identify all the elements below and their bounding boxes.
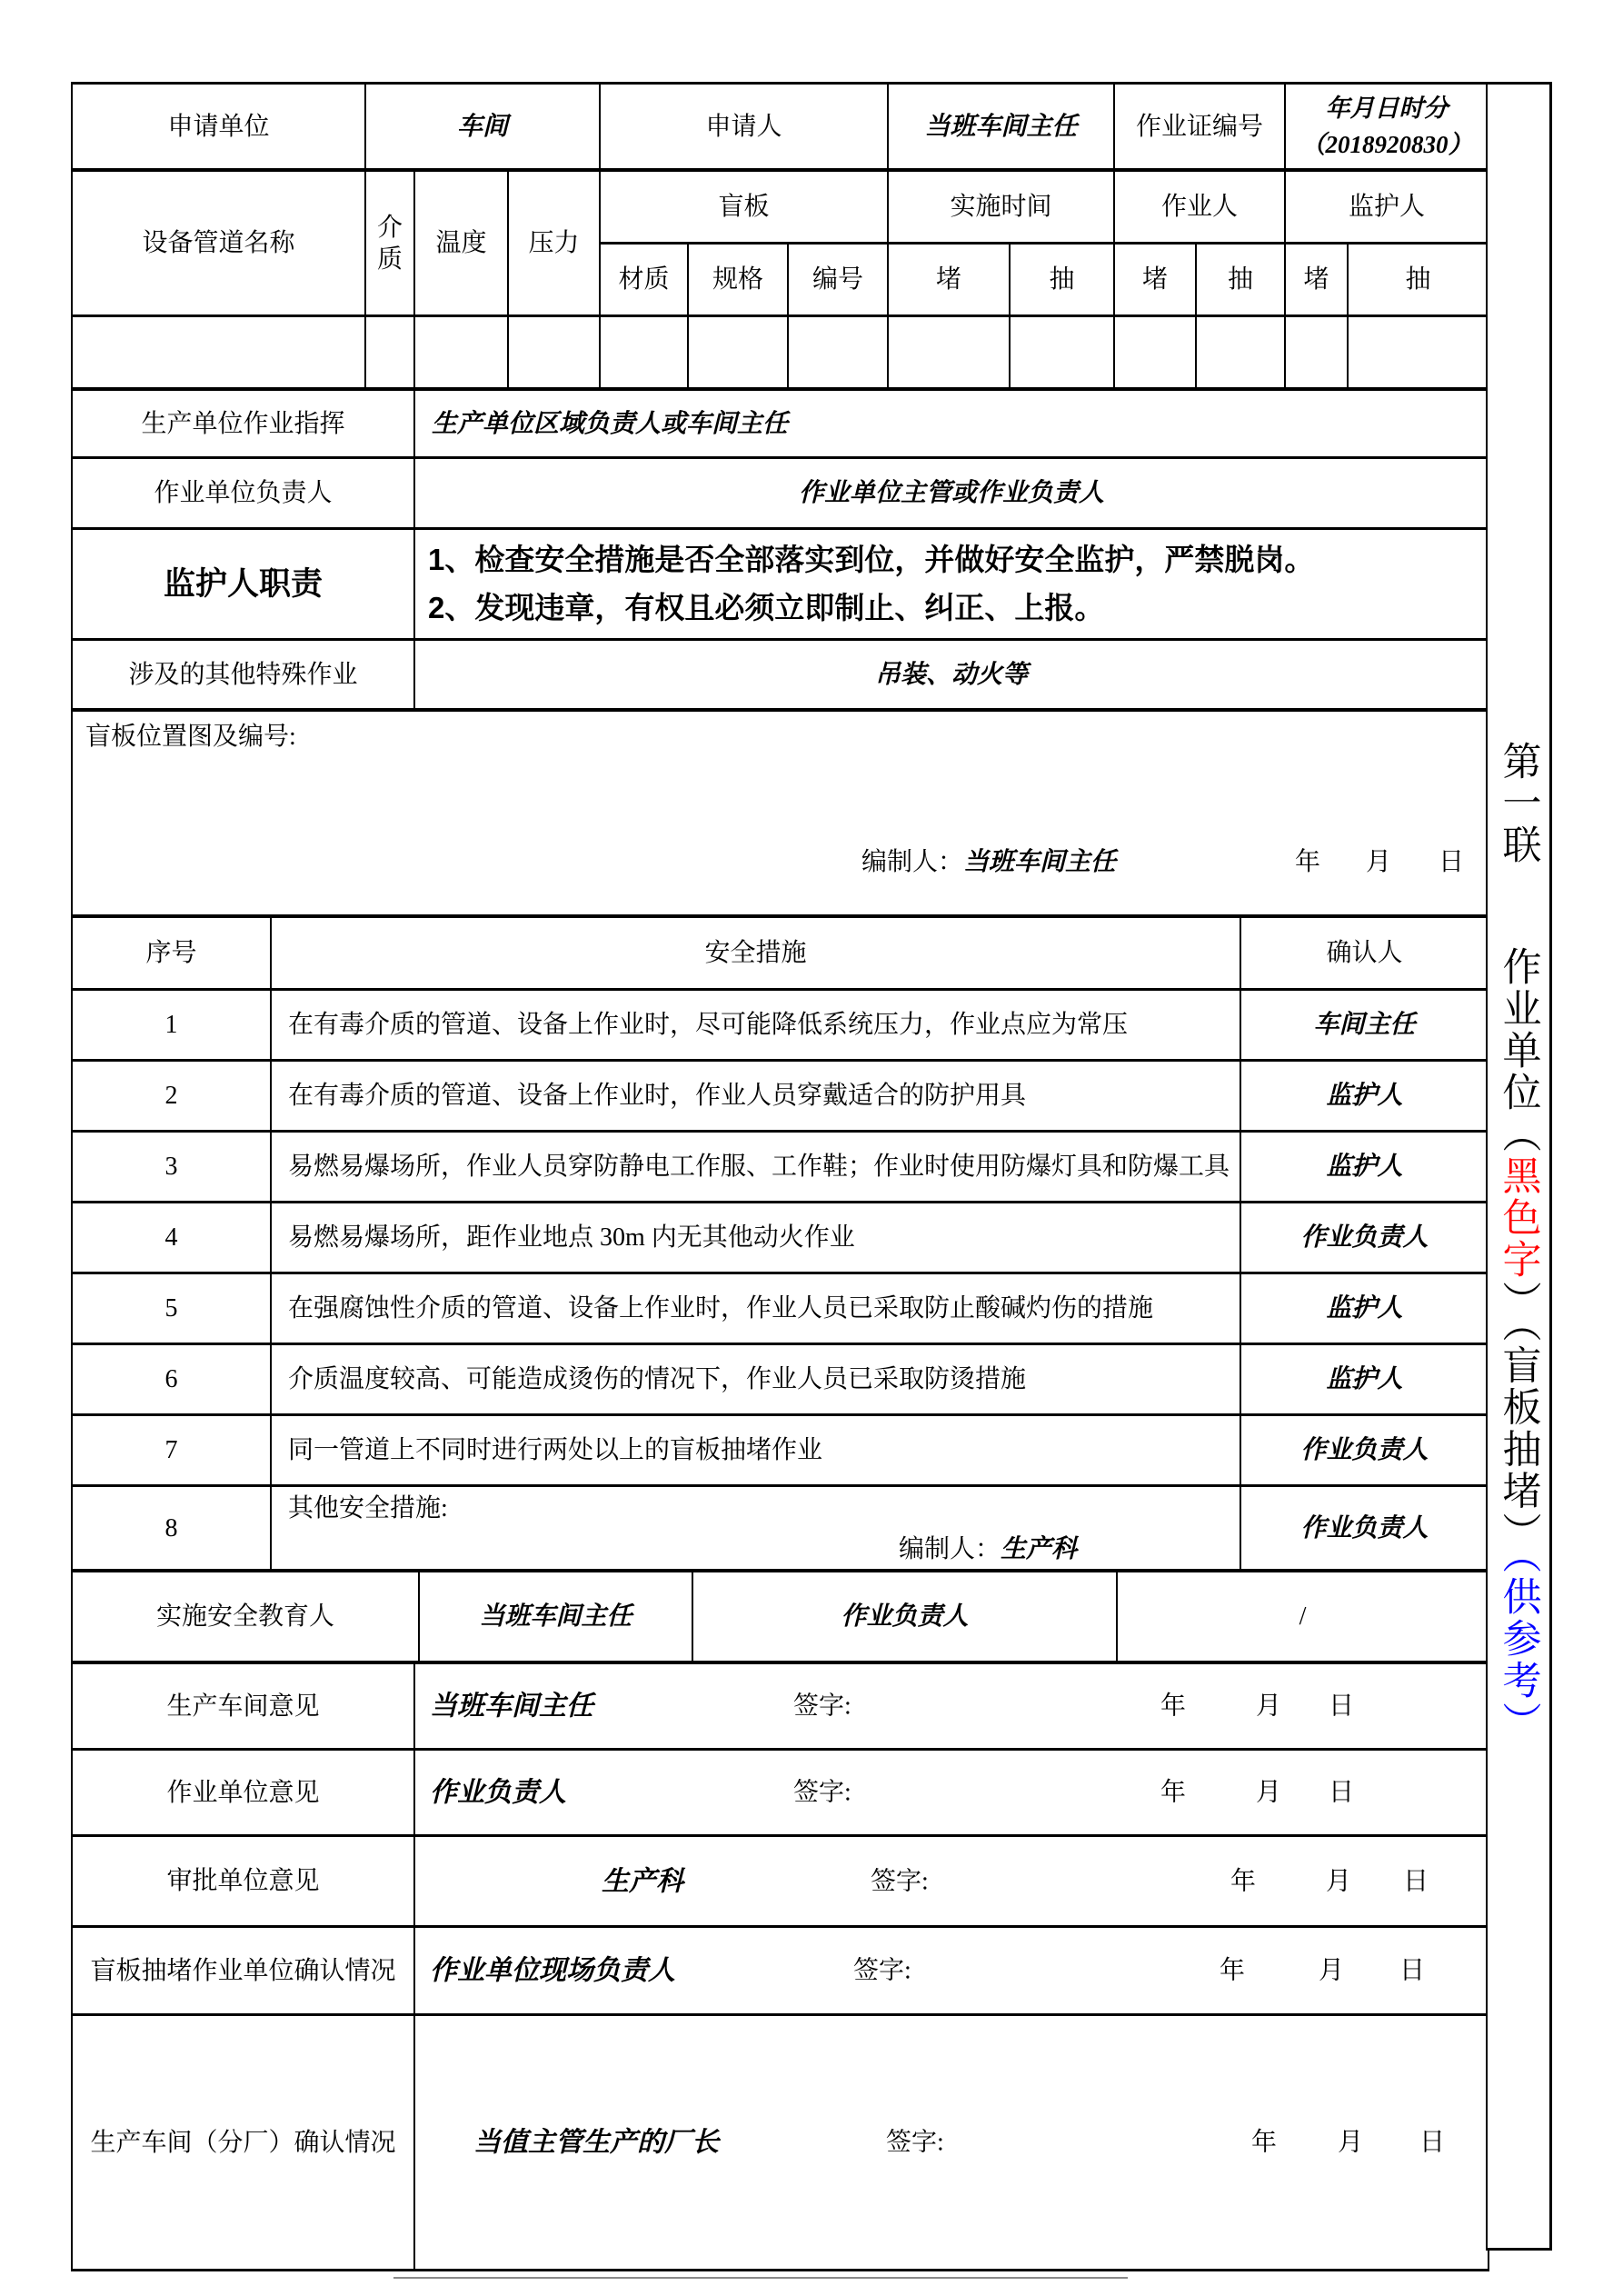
impl-time-label: 实施时间 — [888, 171, 1114, 244]
copy-strip — [1486, 82, 1552, 2251]
operator-label: 作业人 — [1114, 171, 1285, 244]
impl-pull-label: 抽 — [1010, 244, 1114, 316]
sign-label: 签字: — [853, 1956, 911, 1985]
permit-no-line1: 年月日时分 — [1325, 94, 1449, 122]
safety-confirmer: 作业负责人 — [1240, 1203, 1489, 1273]
safety-row — [72, 1415, 1489, 1486]
safety-measure: 在有毒介质的管道、设备上作业时，尽可能降低系统压力，作业点应为常压 — [271, 990, 1240, 1061]
scan-artifact-line — [393, 2277, 1128, 2279]
year-label: 年 — [1160, 1778, 1187, 1807]
opinion-name: 作业负责人 — [430, 1777, 566, 1808]
safety-measure: 介质温度较高、可能造成烫伤的情况下，作业人员已采取防烫措施 — [271, 1344, 1240, 1415]
medium-label: 介质 — [365, 171, 414, 316]
special-work-label: 涉及的其他特殊作业 — [72, 640, 414, 710]
safety-education-row — [71, 1570, 1489, 1663]
compiler-label: 编制人： — [899, 1535, 1001, 1563]
safety-measure: 在有毒介质的管道、设备上作业时，作业人员穿戴适合的防护用具 — [271, 1061, 1240, 1132]
other-measures-cell — [271, 1486, 1240, 1571]
compiler-value: 生产科 — [1001, 1535, 1078, 1563]
safety-measure-header: 安全措施 — [271, 917, 1240, 990]
education-value-1: 当班车间主任 — [419, 1572, 692, 1662]
day-label: 日 — [1399, 1956, 1426, 1985]
safety-confirmer-header: 确认人 — [1240, 917, 1489, 990]
safety-confirmer: 车间主任 — [1240, 990, 1489, 1061]
sign-label: 签字: — [793, 1778, 851, 1807]
permit-no-value — [1285, 84, 1489, 170]
opinion-label: 作业单位意见 — [72, 1750, 414, 1836]
empty-cell — [688, 316, 788, 389]
equipment-name-label: 设备管道名称 — [72, 171, 365, 316]
safety-row — [72, 1061, 1489, 1132]
operator-plug-label: 堵 — [1114, 244, 1196, 316]
opinion-row — [72, 1750, 1489, 1836]
opinion-row — [72, 1836, 1489, 1927]
strip-reference-note: （供参考） — [1497, 1553, 1540, 1743]
commander-value: 生产单位区域负责人或车间主任 — [414, 390, 1489, 458]
empty-cell — [1196, 316, 1285, 389]
opinion-name: 当值主管生产的厂长 — [473, 2127, 719, 2158]
empty-cell — [1010, 316, 1114, 389]
applicant-unit-label: 申请单位 — [72, 84, 365, 170]
permit-no-label: 作业证编号 — [1114, 84, 1285, 170]
material-label: 材质 — [600, 244, 688, 316]
safety-measure: 在强腐蚀性介质的管道、设备上作业时，作业人员已采取防止酸碱灼伤的措施 — [271, 1273, 1240, 1344]
safety-compiler-line — [899, 1533, 1077, 1565]
safety-confirmer: 监护人 — [1240, 1344, 1489, 1415]
opinion-label: 生产车间意见 — [72, 1663, 414, 1750]
safety-measure: 易燃易爆场所，距作业地点 30m 内无其他动火作业 — [271, 1203, 1240, 1273]
day-label: 日 — [1329, 1692, 1355, 1721]
diagram-cell — [72, 711, 1489, 916]
strip-paren-close: ） — [1497, 1281, 1540, 1323]
year-label: 年 — [1160, 1692, 1187, 1721]
special-work-value: 吊装、动火等 — [414, 640, 1489, 710]
other-measures-label: 其他安全措施: — [288, 1494, 448, 1522]
opinion-row — [72, 2015, 1489, 2271]
blind-plate-label: 盲板 — [600, 171, 888, 244]
opinion-name: 作业单位现场负责人 — [430, 1955, 675, 1986]
empty-cell — [788, 316, 888, 389]
empty-cell — [600, 316, 688, 389]
month-label: 月 — [1256, 1778, 1282, 1807]
safety-no: 3 — [72, 1132, 271, 1203]
safety-no: 5 — [72, 1273, 271, 1344]
safety-row — [72, 1132, 1489, 1203]
safety-row-other — [72, 1486, 1489, 1571]
education-value-3: / — [1117, 1572, 1489, 1662]
unit-head-value: 作业单位主管或作业负责人 — [414, 458, 1489, 529]
opinion-content — [414, 1927, 1489, 2015]
strip-work-type: （盲板抽堵） — [1497, 1323, 1540, 1554]
safety-measures-table — [71, 915, 1489, 1572]
sign-label: 签字: — [871, 1867, 929, 1895]
operator-pull-label: 抽 — [1196, 244, 1285, 316]
day-label: 日 — [1403, 1867, 1429, 1895]
sign-label: 签字: — [886, 2128, 944, 2157]
opinion-content — [414, 1750, 1489, 1836]
opinion-label: 盲板抽堵作业单位确认情况 — [72, 1927, 414, 2015]
diagram-day: 日 — [1439, 848, 1465, 876]
empty-cell — [1285, 316, 1348, 389]
day-label: 日 — [1419, 2128, 1446, 2157]
safety-confirmer: 作业负责人 — [1240, 1486, 1489, 1571]
pressure-label: 压力 — [508, 171, 600, 316]
safety-row — [72, 1203, 1489, 1273]
safety-no-header: 序号 — [72, 917, 271, 990]
opinion-content — [414, 2015, 1489, 2271]
safety-no: 2 — [72, 1061, 271, 1132]
safety-row — [72, 1273, 1489, 1344]
opinion-name: 生产科 — [602, 1865, 683, 1896]
opinion-label: 生产车间（分厂）确认情况 — [72, 2015, 414, 2271]
guardian-label: 监护人 — [1285, 171, 1489, 244]
guardian-duty-line1: 1、检查安全措施是否全部落实到位，并做好安全监护，严禁脱岗。 — [428, 543, 1315, 577]
day-label: 日 — [1329, 1778, 1355, 1807]
opinion-row — [72, 1927, 1489, 2015]
year-label: 年 — [1230, 1867, 1257, 1895]
opinion-label: 审批单位意见 — [72, 1836, 414, 1927]
month-label: 月 — [1338, 2128, 1364, 2157]
guardian-plug-label: 堵 — [1285, 244, 1348, 316]
diagram-year: 年 — [1295, 848, 1321, 876]
diagram-compiler — [861, 846, 1116, 878]
applicant-unit-value: 车间 — [365, 84, 600, 170]
safety-measure: 易燃易爆场所，作业人员穿防静电工作服、工作鞋；作业时使用防爆灯具和防爆工具 — [271, 1132, 1240, 1203]
applicant-value: 当班车间主任 — [888, 84, 1114, 170]
empty-cell — [888, 316, 1010, 389]
strip-copy-number: 第一联 — [1497, 741, 1540, 866]
education-value-2: 作业负责人 — [692, 1572, 1117, 1662]
impl-plug-label: 堵 — [888, 244, 1010, 316]
blind-plate-diagram-section — [71, 709, 1489, 917]
empty-cell — [508, 316, 600, 389]
strip-red-note: 黑色字 — [1497, 1155, 1540, 1281]
safety-measure: 同一管道上不同时进行两处以上的盲板抽堵作业 — [271, 1415, 1240, 1486]
strip-paren-open: （ — [1497, 1113, 1540, 1155]
education-label: 实施安全教育人 — [72, 1572, 419, 1662]
month-label: 月 — [1326, 1867, 1352, 1895]
sign-label: 签字: — [793, 1692, 851, 1721]
safety-confirmer: 监护人 — [1240, 1061, 1489, 1132]
equipment-pipeline-table — [71, 169, 1489, 390]
opinion-content — [414, 1663, 1489, 1750]
empty-cell — [72, 316, 365, 389]
applicant-info-table — [71, 82, 1489, 171]
diagram-label: 盲板位置图及编号: — [85, 723, 296, 751]
spec-label: 规格 — [688, 244, 788, 316]
guardian-duty-label: 监护人职责 — [72, 529, 414, 640]
safety-no: 1 — [72, 990, 271, 1061]
applicant-label: 申请人 — [600, 84, 888, 170]
safety-no: 4 — [72, 1203, 271, 1273]
empty-cell — [1348, 316, 1489, 389]
compiler-label: 编制人： — [861, 848, 964, 876]
permit-no-line2: （2018920830） — [1300, 131, 1473, 158]
guardian-duty-line2: 2、发现违章，有权且必须立即制止、纠正、上报。 — [428, 590, 1105, 624]
strip-unit: 作业单位 — [1497, 946, 1540, 1113]
year-label: 年 — [1251, 2128, 1278, 2157]
signature-opinions-table — [71, 1662, 1489, 2271]
safety-row — [72, 990, 1489, 1061]
number-label: 编号 — [788, 244, 888, 316]
safety-no: 7 — [72, 1415, 271, 1486]
work-permit-form — [71, 82, 1554, 2271]
guardian-pull-label: 抽 — [1348, 244, 1489, 316]
month-label: 月 — [1256, 1692, 1282, 1721]
opinion-name: 当班车间主任 — [430, 1691, 593, 1722]
compiler-value: 当班车间主任 — [963, 848, 1117, 876]
safety-row — [72, 1344, 1489, 1415]
guardian-duty-text — [414, 529, 1489, 640]
year-label: 年 — [1220, 1956, 1246, 1985]
unit-head-label: 作业单位负责人 — [72, 458, 414, 529]
safety-no: 6 — [72, 1344, 271, 1415]
empty-cell — [365, 316, 414, 389]
empty-cell — [414, 316, 508, 389]
opinion-row — [72, 1663, 1489, 1750]
safety-confirmer: 作业负责人 — [1240, 1415, 1489, 1486]
safety-confirmer: 监护人 — [1240, 1273, 1489, 1344]
commander-label: 生产单位作业指挥 — [72, 390, 414, 458]
empty-cell — [1114, 316, 1196, 389]
diagram-month: 月 — [1366, 848, 1392, 876]
equipment-data-row — [72, 316, 1489, 389]
responsibility-table — [71, 388, 1489, 711]
safety-no: 8 — [72, 1486, 271, 1571]
month-label: 月 — [1319, 1956, 1345, 1985]
safety-confirmer: 监护人 — [1240, 1132, 1489, 1203]
temperature-label: 温度 — [414, 171, 508, 316]
copy-strip-text — [1491, 85, 1547, 2248]
opinion-content — [414, 1836, 1489, 1927]
